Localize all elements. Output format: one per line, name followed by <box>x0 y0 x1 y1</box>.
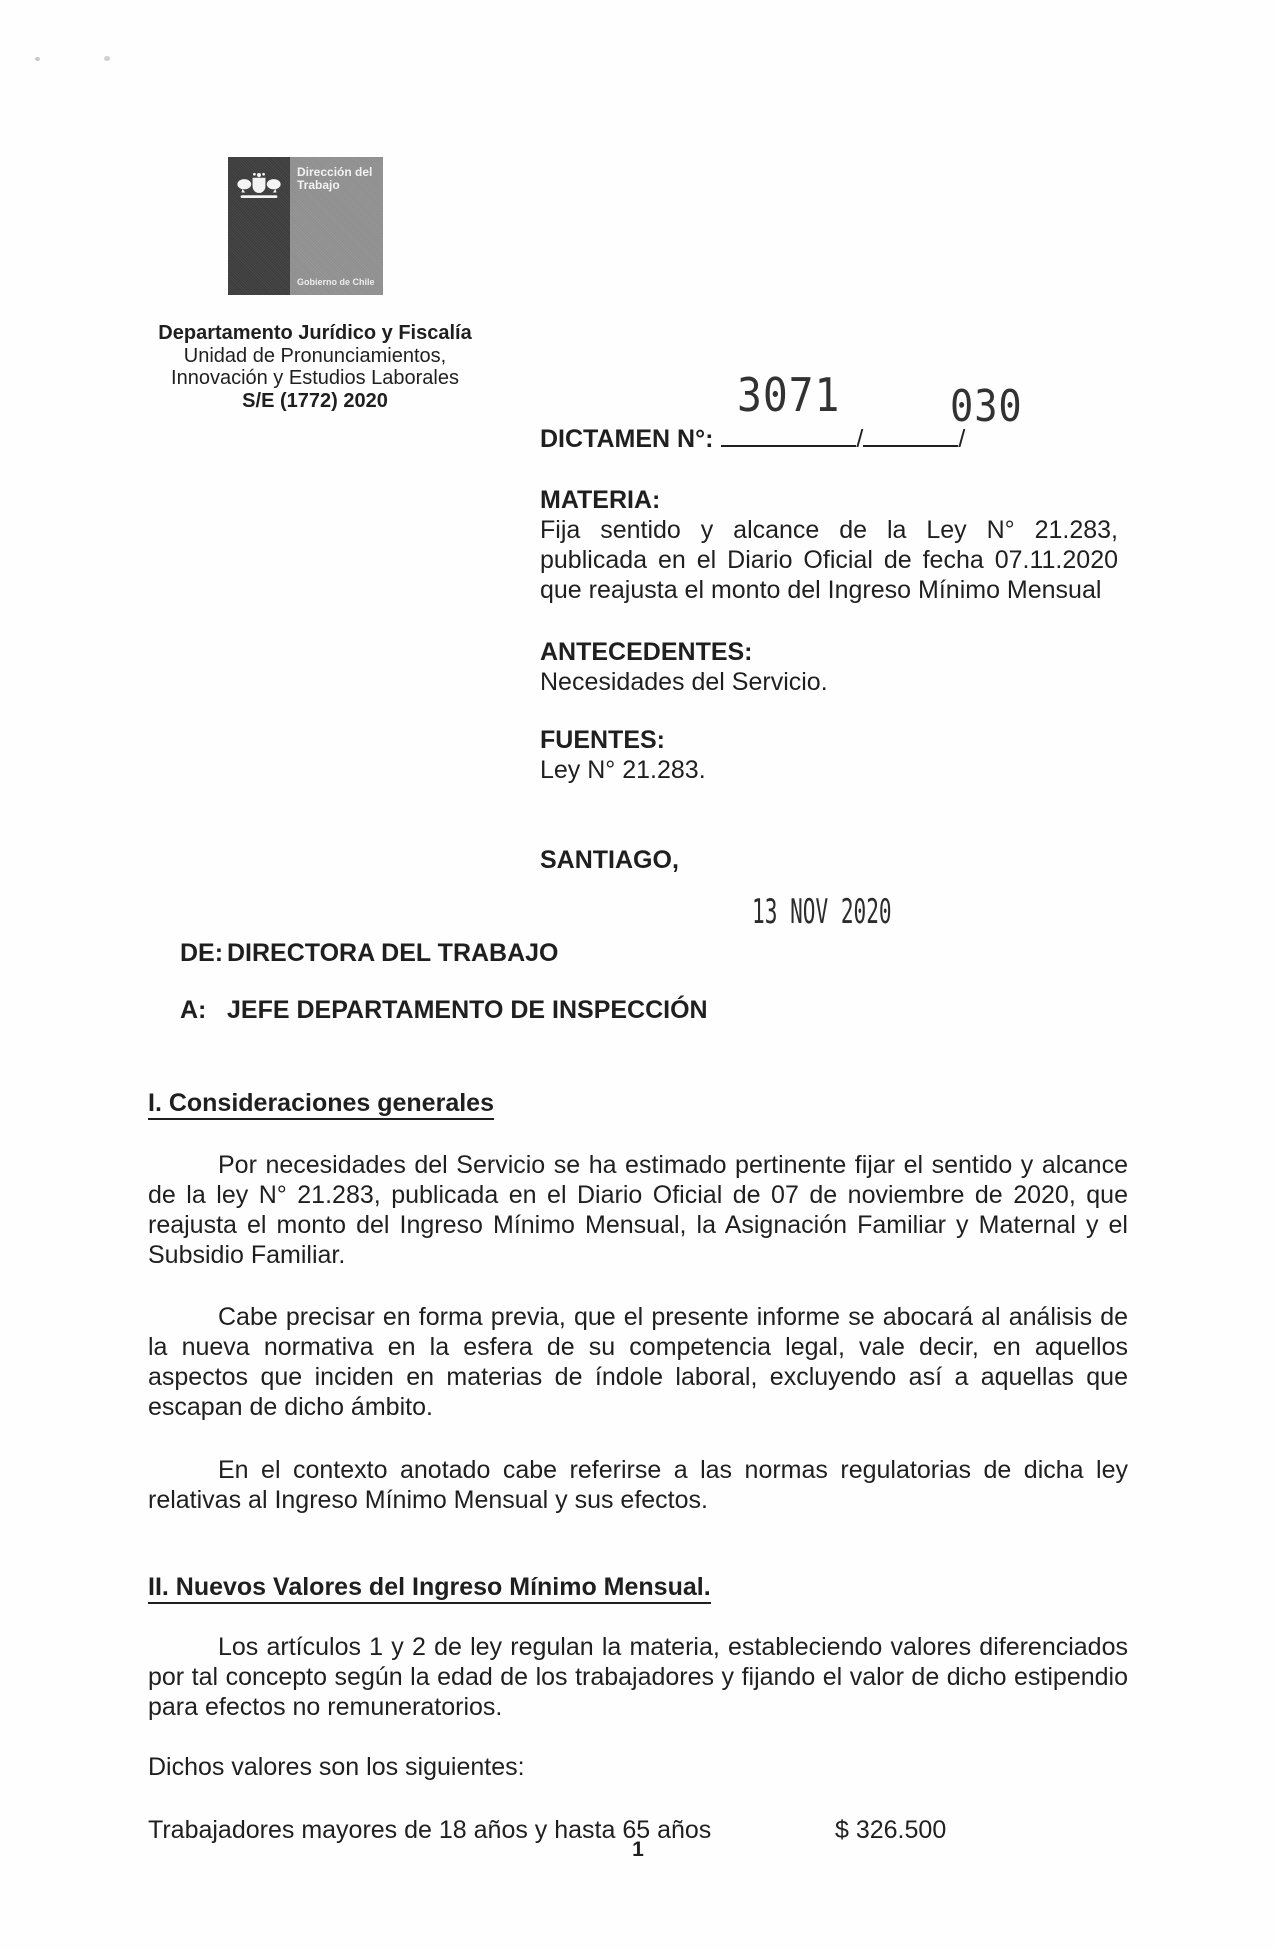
page-number: 1 <box>632 1838 644 1861</box>
paragraph: Por necesidades del Servicio se ha estimado pertinente fijar el sentido y alcance de la ley N° 21.283, publicada en el Diario Oficial de 07 de noviembre de 2020, que reajusta el monto del Ingreso Mínimo Mensual, la Asignación Familiar y Maternal y el Subsidio Familiar. <box>148 1151 1128 1269</box>
values-intro: Dichos valores son los siguientes: <box>148 1753 525 1781</box>
materia-section <box>540 485 1118 605</box>
from-label: DE: <box>180 939 224 967</box>
section-heading-nuevos-valores: II. Nuevos Valores del Ingreso Mínimo Mensual. <box>148 1572 1128 1602</box>
dictamen-line <box>540 422 1118 454</box>
letterhead <box>150 322 480 412</box>
from-line <box>148 938 1128 968</box>
to-value: JEFE DEPARTAMENTO DE INSPECCIÓN <box>227 996 708 1024</box>
dictamen-number-stamp: 3071 <box>737 368 841 422</box>
from-value: DIRECTORA DEL TRABAJO <box>227 939 559 967</box>
dictamen-label: DICTAMEN N°: <box>540 425 714 453</box>
scan-speck <box>35 57 40 61</box>
letterhead-unit-line1: Unidad de Pronunciamientos, <box>183 344 447 367</box>
antecedentes-heading: ANTECEDENTES: <box>540 638 753 666</box>
fuentes-body: Ley N° 21.283. <box>540 756 706 784</box>
date-stamp: 13 NOV 2020 <box>752 892 892 932</box>
value-row-amount: $ 326.500 <box>835 1816 947 1844</box>
letterhead-department: Departamento Jurídico y Fiscalía <box>158 322 472 344</box>
direccion-del-trabajo-logo <box>228 157 383 295</box>
letterhead-reference: S/E (1772) 2020 <box>242 389 388 412</box>
paragraph: Cabe precisar en forma previa, que el presente informe se abocará al análisis de la nueva normativa en la esfera de su competencia legal, vale decir, en aquellos aspectos que inciden en materias de índole laboral, excluyendo así a aquellas que escapan de dicho ámbito. <box>148 1303 1128 1421</box>
document-body <box>148 930 1128 1845</box>
to-line <box>148 995 1128 1025</box>
to-label: A: <box>180 996 207 1024</box>
logo-gray-panel <box>290 157 383 295</box>
paragraph: Los artículos 1 y 2 de ley regulan la materia, estableciendo valores diferenciados por tal concepto según la edad de los trabajadores y fijando el valor de dicho estipendio para efectos no remuneratorios. <box>148 1633 1128 1721</box>
logo-gobierno-de-chile: Gobierno de Chile <box>297 277 375 287</box>
materia-body: Fija sentido y alcance de la Ley N° 21.283, publicada en el Diario Oficial de fecha 07.11.2020 que reajusta el monto del Ingreso Mínimo Mensual <box>540 516 1118 604</box>
city-line: SANTIAGO, <box>540 846 679 874</box>
antecedentes-section <box>540 637 1118 697</box>
chile-coat-of-arms-icon <box>236 171 282 203</box>
scan-speck <box>104 56 110 61</box>
logo-dark-stripe <box>228 157 290 295</box>
materia-heading: MATERIA: <box>540 486 661 514</box>
dictamen-slash: / <box>856 425 864 453</box>
paragraph: En el contexto anotado cabe referirse a las normas regulatorias de dicha ley relativas al Ingreso Mínimo Mensual y sus efectos. <box>148 1456 1128 1514</box>
section-heading-consideraciones: I. Consideraciones generales <box>148 1088 1128 1118</box>
dictamen-number-blank <box>721 422 856 447</box>
fuentes-heading: FUENTES: <box>540 726 665 754</box>
dictamen-suffix-blank <box>863 422 958 447</box>
antecedentes-body: Necesidades del Servicio. <box>540 668 828 696</box>
dictamen-slash: / <box>958 425 966 453</box>
value-row-label: Trabajadores mayores de 18 años y hasta 65 años <box>148 1816 712 1844</box>
dictamen-suffix-stamp: 030 <box>950 381 1023 432</box>
logo-org-name: Dirección del Trabajo <box>297 165 373 192</box>
letterhead-unit-line2: Innovación y Estudios Laborales <box>171 367 459 389</box>
fuentes-section <box>540 725 1118 785</box>
